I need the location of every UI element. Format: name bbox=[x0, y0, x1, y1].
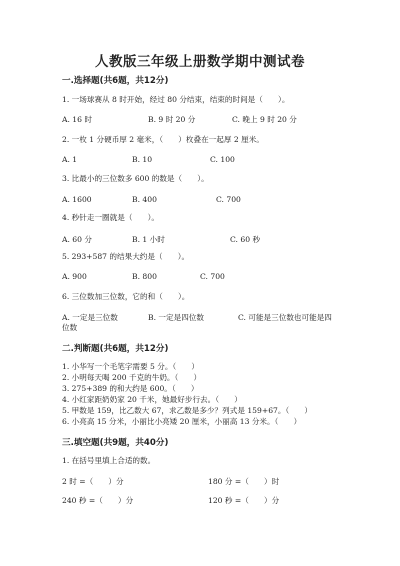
fill-blank-item: 120 秒 =（ ）分 bbox=[208, 496, 280, 505]
option-c-continuation: 位数 bbox=[62, 323, 78, 332]
option-a: A. 1 bbox=[62, 155, 78, 164]
page-title: 人教版三年级上册数学期中测试卷 bbox=[95, 54, 305, 70]
option-c: C. 700 bbox=[200, 272, 225, 281]
question-stem: 3. 比最小的三位数多 600 的数是（ ）。 bbox=[62, 174, 209, 183]
option-a: A. 16 时 bbox=[62, 115, 92, 124]
judgement-item: 3. 275+389 的和大约是 600。（ ） bbox=[62, 384, 199, 393]
option-b: B. 10 bbox=[132, 155, 153, 164]
option-c: C. 60 秒 bbox=[230, 235, 261, 244]
option-a: A. 1600 bbox=[62, 195, 92, 204]
question-stem: 4. 秒针走一圈就是（ ）。 bbox=[62, 213, 159, 222]
option-a: A. 一定是三位数 bbox=[62, 313, 118, 322]
judgement-item: 1. 小华写一个毛笔字需要 5 分。（ ） bbox=[62, 362, 200, 371]
section-heading-choice: 一.选择题(共6题，共12分) bbox=[62, 76, 169, 86]
option-a: A. 900 bbox=[62, 272, 87, 281]
fill-blank-item: 180 分 =（ ）时 bbox=[208, 477, 280, 486]
section-heading-fill: 三.填空题(共9题，共40分) bbox=[62, 438, 169, 448]
option-b: B. 800 bbox=[132, 272, 157, 281]
fill-blank-item: 240 秒 =（ ）分 bbox=[62, 496, 134, 505]
judgement-item: 4. 小红家距奶奶家 20 千米，她最好步行去。（ ） bbox=[62, 395, 242, 404]
question-stem: 5. 293+587 的结果大约是（ ）。 bbox=[62, 252, 190, 261]
judgement-item: 2. 小明每天喝 200 千克的牛奶。（ ） bbox=[62, 373, 202, 382]
section-heading-judgement: 二.判断题(共6题，共12分) bbox=[62, 344, 169, 354]
option-c: C. 可能是三位数也可能是四 bbox=[238, 313, 332, 322]
option-c: C. 100 bbox=[210, 155, 235, 164]
fill-blank-item: 2 时 =（ ）分 bbox=[62, 477, 124, 486]
question-stem: 2. 一枚 1 分硬币厚 2 毫米，（ ）枚叠在一起厚 2 厘米。 bbox=[62, 135, 264, 144]
judgement-item: 6. 小亮高 15 分米，小丽比小亮矮 20 厘米，小丽高 13 分米。（ ） bbox=[62, 417, 302, 426]
option-b: B. 一定是四位数 bbox=[148, 313, 204, 322]
question-stem: 6. 三位数加三位数，它的和（ ）。 bbox=[62, 292, 190, 301]
option-a: A. 60 分 bbox=[62, 235, 92, 244]
question-stem: 1. 在括号里填上合适的数。 bbox=[62, 456, 156, 465]
judgement-item: 5. 甲数是 159，比乙数大 67，求乙数是多少？列式是 159+67。（ ） bbox=[62, 406, 313, 415]
option-b: B. 9 时 20 分 bbox=[148, 115, 196, 124]
option-b: B. 400 bbox=[132, 195, 157, 204]
option-b: B. 1 小时 bbox=[132, 235, 165, 244]
question-stem: 1. 一场球赛从 8 时开始，经过 80 分结束，结束的时间是（ ）。 bbox=[62, 95, 290, 104]
option-c: C. 700 bbox=[216, 195, 241, 204]
option-c: C. 晚上 9 时 20 分 bbox=[232, 115, 297, 124]
